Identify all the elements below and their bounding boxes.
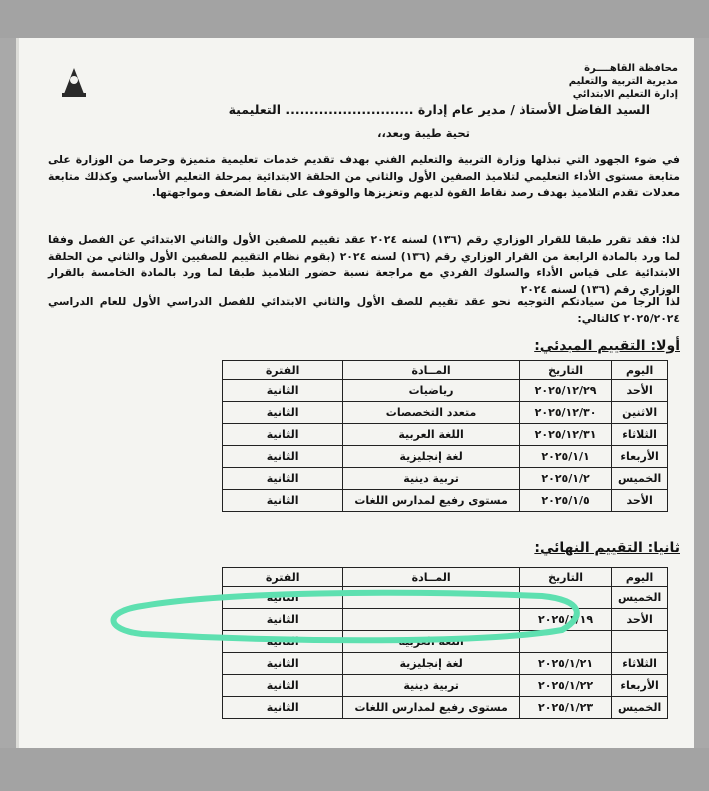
cell-period: الثانية (223, 653, 343, 675)
top-gray-bar (0, 0, 709, 38)
cell-subject: لغة إنجليزية (343, 653, 520, 675)
cell-day: الخميس (612, 587, 668, 609)
cell-day: الاثنين (612, 402, 668, 424)
cell-date: ٢٠٢٥/١٢/٣٠ (519, 402, 611, 424)
cell-date: ٢٠٢٥/١٢/٣١ (519, 424, 611, 446)
ministry-line: مديرية التربية والتعليم (568, 76, 678, 87)
cell-day (612, 631, 668, 653)
cell-day: الأحد (612, 490, 668, 512)
bottom-gray-bar (0, 748, 709, 791)
cell-date: ٢٠٢٥/١/١ (519, 446, 611, 468)
paper-edge (16, 38, 19, 748)
cell-date: ٢٠٢٥/١٢/٢٩ (519, 380, 611, 402)
green-highlight-marker (102, 586, 588, 646)
cell-period: الثانية (223, 697, 343, 719)
col-header-date: التاريخ (519, 568, 611, 587)
ministry-header (569, 62, 678, 101)
cell-period: الثانية (223, 490, 343, 512)
cell-period: الثانية (223, 424, 343, 446)
col-header-subject: المــادة (343, 361, 520, 380)
section-title-initial: أولا: التقييم المبدئي: (534, 338, 680, 354)
cell-period: الثانية (223, 631, 343, 653)
ministry-logo-icon (56, 60, 92, 100)
cell-subject: تربية دينية (343, 675, 520, 697)
cell-subject: متعدد التخصصات (343, 402, 520, 424)
paragraph-intro: في ضوء الجهود التي تبذلها وزارة التربية والتعليم الفني بهدف تقديم خدمات تعليمية متميزة وحرصا من الوزارة على متابعة مستوى الأداء التعليمي لتلاميذ الصفين الأول والثاني من الحلقة الابتدائية بمرحلة التعليم الأساسي وكذلك متابعة معدلات تقدم التلاميذ بهدف رصد نقاط القوة لديهم وتعزيزها والوقوف على نقاط الضعف ومواجهتها. (48, 153, 680, 199)
table-row (223, 653, 668, 675)
cell-day: الأربعاء (612, 446, 668, 468)
greeting: تحية طيبة وبعد،، (377, 126, 470, 140)
table-row (223, 697, 668, 719)
cell-date: ٢٠٢٥/١/١٩ (519, 609, 611, 631)
cell-period: الثانية (223, 446, 343, 468)
cell-period: الثانية (223, 468, 343, 490)
cell-period: الثانية (223, 675, 343, 697)
table-row (223, 402, 668, 424)
col-header-period: الفترة (223, 568, 343, 587)
cell-subject: اللغة العربية (343, 631, 520, 653)
ministry-line: إدارة التعليم الابتدائي (572, 89, 678, 100)
section-title-final: ثانيا: التقييم النهائي: (534, 540, 680, 556)
cell-day: الخميس (612, 697, 668, 719)
cell-day: الأحد (612, 609, 668, 631)
ministry-line: محافظة القاهــــرة (584, 63, 678, 74)
paragraph-decision: لذا: فقد تقرر طبقا للقرار الوزاري رقم (١٣٦) لسنه ٢٠٢٤ عقد تقييم للصفين الأول والثاني الابتدائي عن الفصل وفقا لما ورد بالمادة الرابعة من القرار الوزاري رقم (١٣٦) لسنه ٢٠٢٤ (بقوم نظام التقييم للصفيين الأول والثاني من الحلقة الابتدائية على قياس الأداء والسلوك الفردي مع مراجعة نسبة حضور التلاميذ طبقا لما ورد بالمادة الخامسة بالقرار الوزاري رقم (١٣٦) لسنه ٢٠٢٤ (48, 233, 680, 296)
col-header-day: اليوم (612, 361, 668, 380)
cell-day: الثلاثاء (612, 424, 668, 446)
cell-day: الثلاثاء (612, 653, 668, 675)
cell-day: الخميس (612, 468, 668, 490)
cell-day: الأربعاء (612, 675, 668, 697)
cell-date: ٢٠٢٥/١/٢١ (519, 653, 611, 675)
table-row (223, 380, 668, 402)
cell-period: الثانية (223, 587, 343, 609)
table-row (223, 424, 668, 446)
cell-subject: تربية دينية (343, 468, 520, 490)
initial-assessment-table (222, 360, 668, 512)
cell-subject: لغة إنجليزية (343, 446, 520, 468)
cell-day: الأحد (612, 380, 668, 402)
cell-date: ٢٠٢٥/١/٢ (519, 468, 611, 490)
col-header-day: اليوم (612, 568, 668, 587)
cell-subject: اللغة العربية (343, 424, 520, 446)
cell-subject: مستوى رفيع لمدارس اللغات (343, 697, 520, 719)
cell-date: ٢٠٢٥/١/٢٣ (519, 697, 611, 719)
table-row (223, 468, 668, 490)
col-header-date: التاريخ (519, 361, 611, 380)
document-content (40, 52, 680, 752)
table-row (223, 490, 668, 512)
paragraph-request: لذا الرجا من سيادتكم التوجيه نحو عقد تقييم للصف الأول والثاني الابتدائي للفصل الدراسي الأول للعام الدراسي ٢٠٢٥/٢٠٢٤ كالتالي: (48, 295, 680, 325)
table-row (223, 675, 668, 697)
addressee-line: السيد الفاضل الأستاذ / مدير عام إدارة ........................... التعليمية (228, 102, 650, 117)
cell-subject: مستوى رفيع لمدارس اللغات (343, 490, 520, 512)
cell-period: الثانية (223, 402, 343, 424)
col-header-subject: المــادة (343, 568, 520, 587)
cell-date: ٢٠٢٥/١/٢٢ (519, 675, 611, 697)
cell-period: الثانية (223, 609, 343, 631)
table-row (223, 446, 668, 468)
cell-subject: رياضيات (343, 380, 520, 402)
cell-date: ٢٠٢٥/١/٥ (519, 490, 611, 512)
cell-period: الثانية (223, 380, 343, 402)
col-header-period: الفترة (223, 361, 343, 380)
